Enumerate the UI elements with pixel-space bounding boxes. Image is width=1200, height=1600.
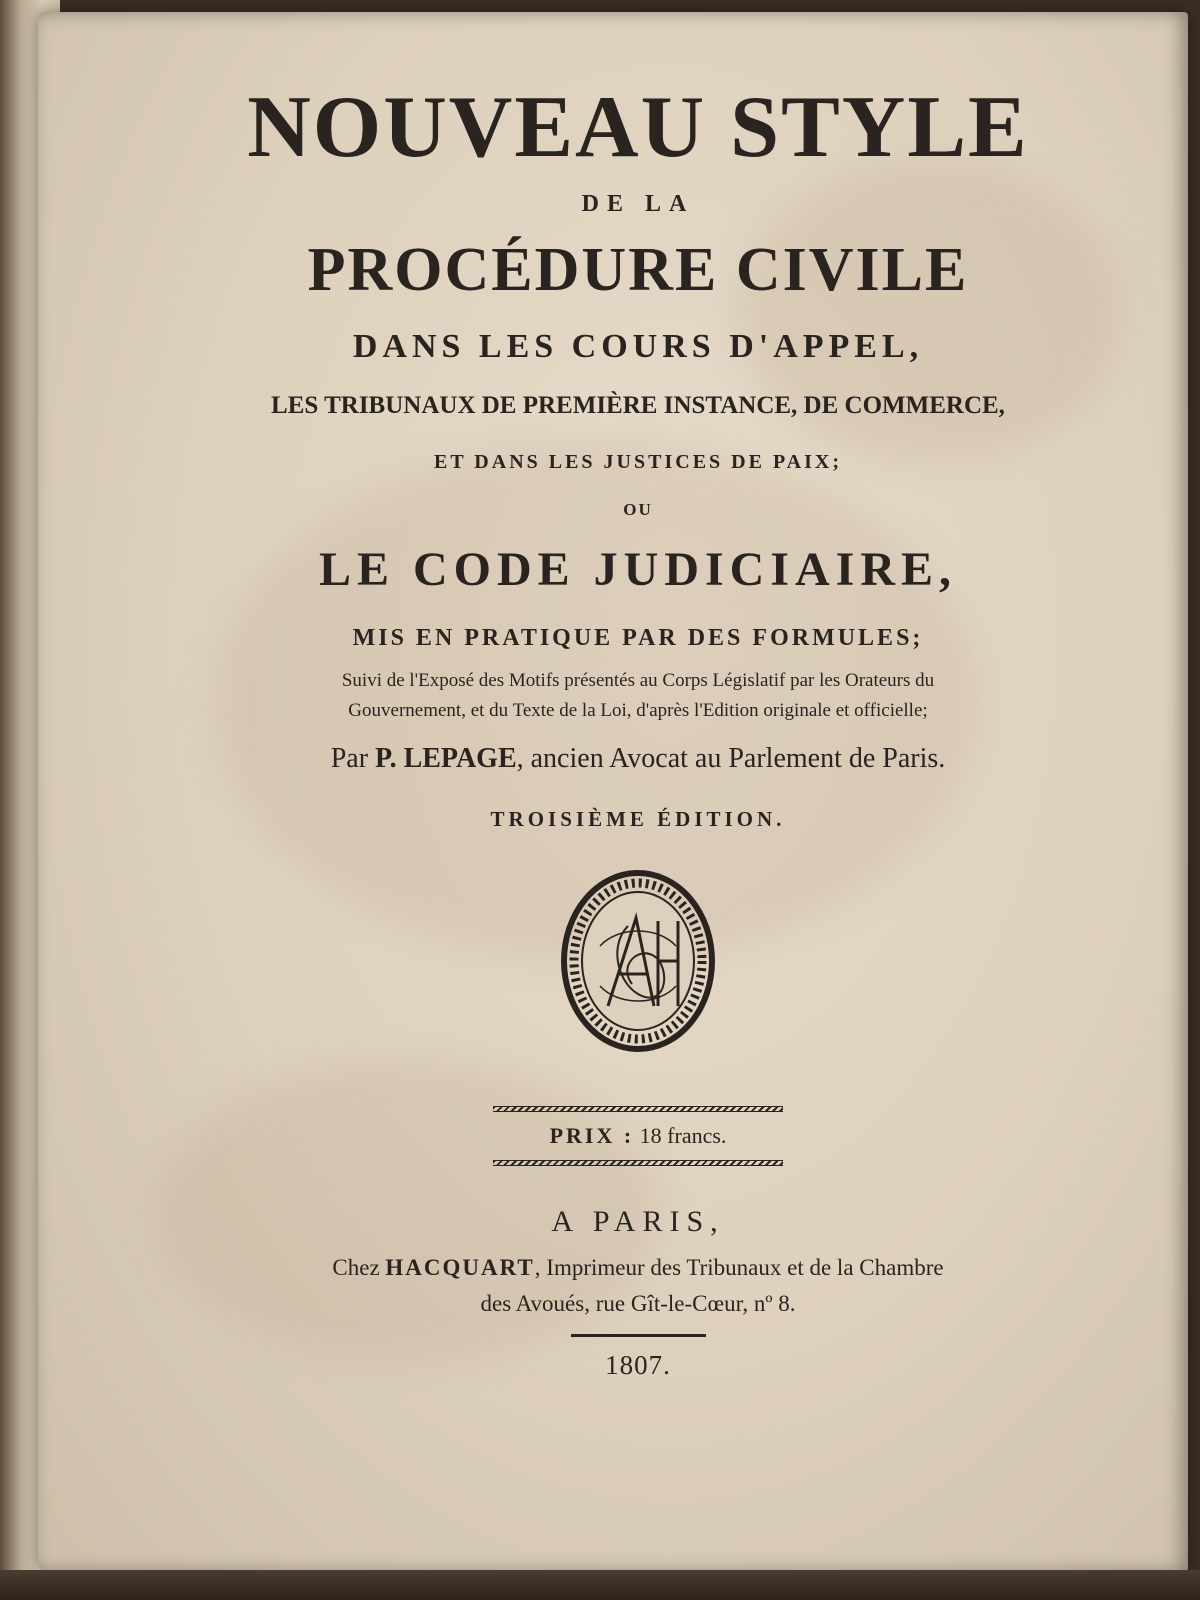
title-line-formules: MIS EN PRATIQUE PAR DES FORMULES; xyxy=(352,625,924,651)
table-surface xyxy=(0,1570,1200,1600)
title-line-ou: OU xyxy=(623,500,653,519)
monogram-seal-icon xyxy=(558,866,718,1056)
main-title-line-1: NOUVEAU STYLE xyxy=(247,79,1029,176)
title-line-tribunals: LES TRIBUNAUX DE PREMIÈRE INSTANCE, DE COMMERCE, xyxy=(271,392,1005,419)
author-suffix: , ancien Avocat au Parlement de Paris. xyxy=(516,743,946,774)
imprint-line-1 xyxy=(128,1250,1148,1286)
price-rule-bottom xyxy=(493,1160,783,1166)
imprint-city: A PARIS, xyxy=(551,1205,725,1238)
author-line xyxy=(128,726,1148,792)
imprint-prefix: Chez xyxy=(332,1255,380,1280)
main-title-line-3: PROCÉDURE CIVILE xyxy=(307,236,969,304)
imprint-line-2: des Avoués, rue Gît-le-Cœur, nº 8. xyxy=(480,1291,796,1316)
price-value: 18 francs. xyxy=(639,1123,727,1148)
title-line-courts: DANS LES COURS D'APPEL, xyxy=(352,328,924,365)
title-line-justices: ET DANS LES JUSTICES DE PAIX; xyxy=(433,451,842,473)
year-rule xyxy=(571,1334,706,1337)
price-line xyxy=(128,1112,1148,1160)
imprint-suffix: , Imprimeur des Tribunaux et de la Chambre xyxy=(534,1255,944,1280)
printer-name: HACQUART xyxy=(385,1255,535,1280)
author-prefix: Par xyxy=(330,743,369,774)
title-page xyxy=(38,12,1188,1572)
title-line-code: LE CODE JUDICIAIRE, xyxy=(318,543,958,596)
edition-label: TROISIÈME ÉDITION. xyxy=(490,807,786,831)
subtitle-line-1: Suivi de l'Exposé des Motifs présentés au Corps Législatif par les Orateurs du xyxy=(341,670,935,691)
price-label: PRIX : xyxy=(549,1123,635,1148)
main-title-line-2: DE LA xyxy=(581,191,695,217)
publication-year: 1807. xyxy=(605,1350,671,1380)
printer-emblem xyxy=(128,856,1148,1066)
author-name: P. LEPAGE xyxy=(375,743,517,774)
title-block xyxy=(128,72,1148,1385)
subtitle-line-2: Gouvernement, et du Texte de la Loi, d'après l'Edition originale et officielle; xyxy=(348,700,928,721)
